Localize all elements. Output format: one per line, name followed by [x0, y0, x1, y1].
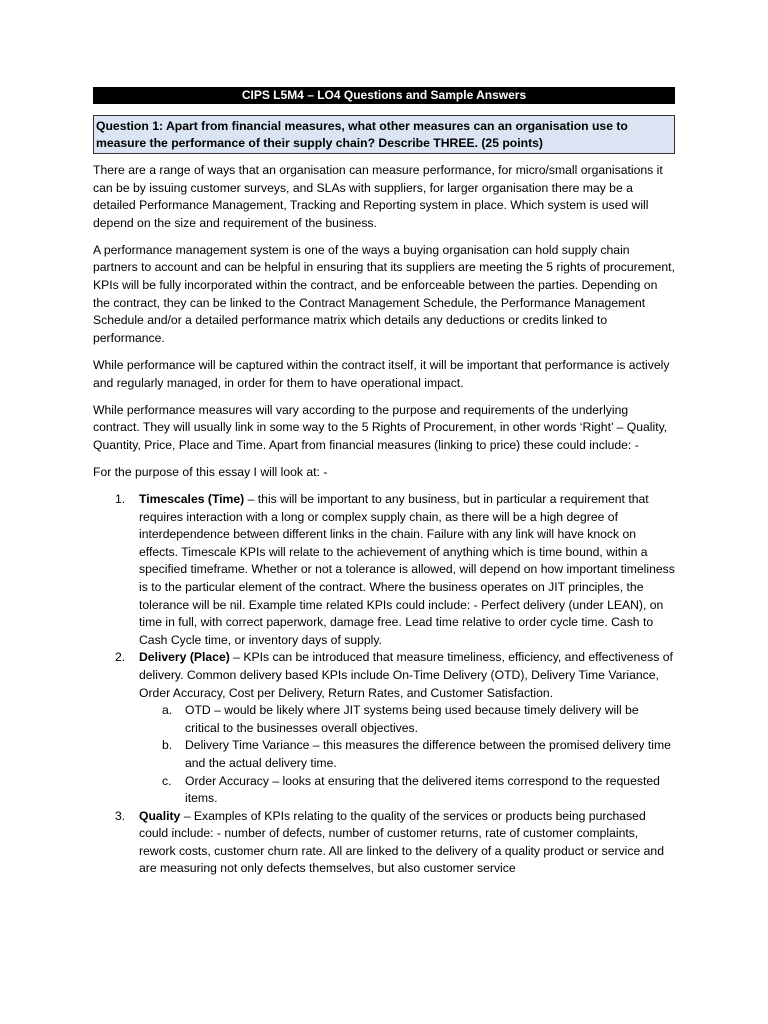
- delivery-sublist: [139, 702, 675, 808]
- sublist-text: OTD – would be likely where JIT systems being used because timely delivery will be critical to the businesses overall objectives.: [185, 703, 639, 735]
- sublist-item-otd: [139, 702, 675, 737]
- list-number: 1.: [115, 492, 126, 506]
- list-number: 3.: [115, 808, 126, 823]
- paragraph-five-rights: While performance measures will vary according to the purpose and requirements of the underlying contract. They will usually link in some way to the 5 Rights of Procurement, in other words ‘Right’ – Quality, Quantity, Price, Place and Time. Apart from financial measures (linking to price) these could include: -: [93, 402, 668, 452]
- item-heading: Quality: [139, 808, 181, 823]
- item-text: – this will be important to any business, but in particular a requirement that requires interaction with a long or complex supply chain, as there will be a high degree of interdependence between different links in the chain. Failure with any link will have knock on effects. Timescale KPIs will relate to the achievement of anything which is time bound, within a specified timeframe. Whether or not a tolerance is allowed, will depend on how important timeliness is to the particular element of the contract. Where the business operates on JIT principles, the tolerance will be nil. Example time related KPIs could include: - Perfect delivery (under LEAN), on time in full, with correct paperwork, damage free. Lead time relative to order cycle time. Cash to Cash Cycle time, or inventory days of supply.: [139, 492, 675, 647]
- item-text: – Examples of KPIs relating to the quality of the services or products being purchased could include: - number of defects, number of customer returns, rate of customer complaints, rework costs, customer churn rate. All are linked to the delivery of a quality product or service and are measuring not only defects themselves, but also customer service: [139, 808, 664, 876]
- sublist-letter: a.: [162, 703, 173, 718]
- measures-list: [93, 491, 675, 878]
- list-number: 2.: [115, 650, 126, 665]
- question-box: Question 1: Apart from financial measures, what other measures can an organisation use to measure the performance of their supply chain? Describe THREE. (25 points): [93, 115, 675, 154]
- paragraph-intro: There are a range of ways that an organisation can measure performance, for micro/small organisations it can be by issuing customer surveys, and SLAs with suppliers, for larger organisation there may be a detailed Performance Management, Tracking and Reporting system in place. Which system is used will depend on the size and requirement of the business.: [93, 163, 663, 230]
- sublist-text: Order Accuracy – looks at ensuring that the delivered items correspond to the requested items.: [185, 773, 660, 806]
- sublist-item-time-variance: [139, 737, 675, 772]
- list-item-timescales: [93, 491, 675, 649]
- list-item-quality: [93, 808, 675, 878]
- paragraph-essay-purpose: For the purpose of this essay I will look at: -: [93, 464, 328, 479]
- paragraph-managed: While performance will be captured within the contract itself, it will be important that performance is actively and regularly managed, in order for them to have operational impact.: [93, 357, 670, 390]
- sublist-letter: b.: [162, 738, 173, 753]
- item-heading: Timescales (Time): [139, 492, 245, 506]
- item-heading: Delivery (Place): [139, 650, 230, 665]
- document-title: CIPS L5M4 – LO4 Questions and Sample Answers: [93, 87, 675, 104]
- sublist-item-order-accuracy: [139, 773, 675, 808]
- paragraph-performance-system: A performance management system is one of the ways a buying organisation can hold supply chain partners to account and can be helpful in ensuring that its suppliers are meeting the 5 rights of procurement, KPIs will be fully incorporated within the contract, and be enforceable between the parties. Depending on the contract, they can be linked to the Contract Management Schedule, the Performance Management Schedule and/or a detailed performance matrix which details any deductions or credits linked to performance.: [93, 242, 675, 345]
- sublist-letter: c.: [162, 773, 172, 788]
- sublist-text: Delivery Time Variance – this measures the difference between the promised delivery time and the actual delivery time.: [185, 738, 671, 770]
- item-text: – KPIs can be introduced that measure timeliness, efficiency, and effectiveness of delivery. Common delivery based KPIs include On-Time Delivery (OTD), Delivery Time Variance, Order Accuracy, Cost per Delivery, Return Rates, and Customer Satisfaction.: [139, 650, 673, 700]
- list-item-delivery: [93, 649, 675, 807]
- document-page: [93, 87, 675, 878]
